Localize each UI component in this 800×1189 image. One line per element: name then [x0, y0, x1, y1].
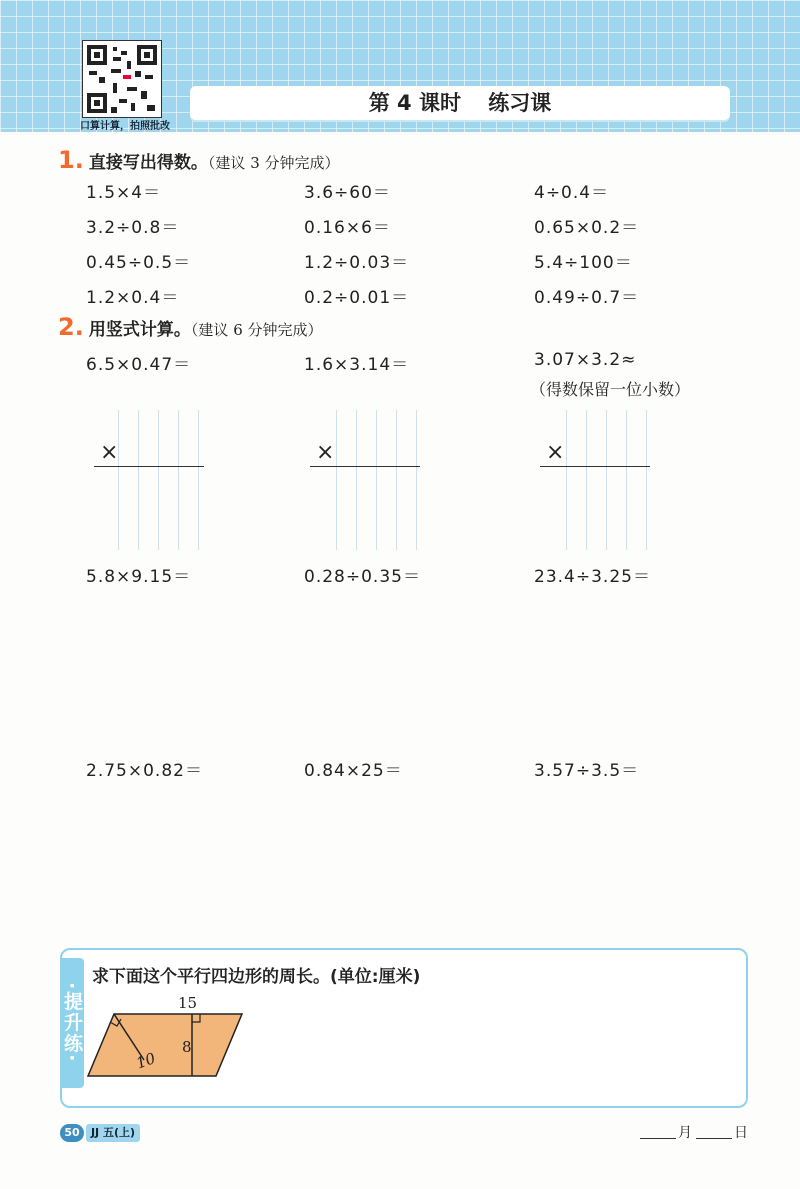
extension-tab: ·提升练·	[60, 958, 84, 1088]
oral-item: 0.65×0.2＝	[534, 218, 640, 238]
label-top: 15	[178, 994, 198, 1012]
lesson-title: 练习课	[488, 91, 552, 115]
oral-item: 4÷0.4＝	[534, 183, 610, 203]
multiply-sign: ×	[100, 440, 119, 465]
multiply-sign: ×	[316, 440, 335, 465]
day-label: 日	[734, 1125, 748, 1141]
section2-hint: （建议 6 分钟完成）	[190, 321, 323, 339]
vertical-calc-item: 23.4÷3.25＝	[534, 567, 651, 587]
oral-item: 0.45÷0.5＝	[86, 253, 192, 273]
qr-code-icon	[83, 41, 161, 117]
section1-number: 1.	[58, 146, 84, 174]
section2-title: 用竖式计算。	[88, 320, 191, 340]
vertical-calc-item: 6.5×0.47＝	[86, 355, 192, 375]
calc-line	[310, 466, 420, 467]
vertical-calc-item: 2.75×0.82＝	[86, 761, 203, 781]
oral-item: 0.2÷0.01＝	[304, 288, 410, 308]
oral-item: 1.2×0.4＝	[86, 288, 180, 308]
day-blank	[696, 1138, 732, 1139]
oral-item: 3.2÷0.8＝	[86, 218, 180, 238]
book-label: JJ 五(上)	[86, 1124, 140, 1142]
lesson-label: 第 4 课时	[368, 91, 461, 115]
extension-question: 求下面这个平行四边形的周长。(单位:厘米)	[92, 967, 421, 987]
section1-hint: （建议 3 分钟完成）	[207, 154, 340, 172]
vertical-calc-item: 5.8×9.15＝	[86, 567, 192, 587]
month-label: 月	[678, 1125, 692, 1141]
vertical-calc-item: 0.84×25＝	[304, 761, 403, 781]
month-blank	[640, 1138, 676, 1139]
parallelogram-figure	[86, 992, 246, 1084]
section1-heading	[58, 146, 340, 174]
multiply-sign: ×	[546, 440, 565, 465]
page-title	[190, 86, 730, 120]
oral-item: 0.49÷0.7＝	[534, 288, 640, 308]
work-grid	[118, 410, 218, 550]
calc-line	[94, 466, 204, 467]
page-number: 50	[60, 1124, 84, 1142]
section2-heading	[58, 313, 323, 341]
oral-item: 1.5×4＝	[86, 183, 162, 203]
vertical-calc-item: 3.07×3.2≈	[534, 350, 637, 370]
vertical-calc-item: 1.6×3.14＝	[304, 355, 410, 375]
oral-item: 3.6÷60＝	[304, 183, 391, 203]
vertical-calc-item: 0.28÷0.35＝	[304, 567, 421, 587]
work-grid	[336, 410, 436, 550]
qr-caption: 口算计算，拍照批改	[80, 121, 170, 132]
work-grid	[566, 410, 666, 550]
vertical-calc-item: 3.57÷3.5＝	[534, 761, 640, 781]
rounding-note: （得数保留一位小数）	[530, 380, 691, 399]
label-slant: 10	[133, 1049, 158, 1073]
section1-title: 直接写出得数。	[88, 153, 208, 173]
qr-code	[82, 40, 162, 118]
section2-number: 2.	[58, 313, 84, 341]
oral-item: 0.16×6＝	[304, 218, 391, 238]
calc-line	[540, 466, 650, 467]
oral-item: 5.4÷100＝	[534, 253, 633, 273]
oral-item: 1.2÷0.03＝	[304, 253, 410, 273]
label-height: 8	[182, 1038, 192, 1056]
